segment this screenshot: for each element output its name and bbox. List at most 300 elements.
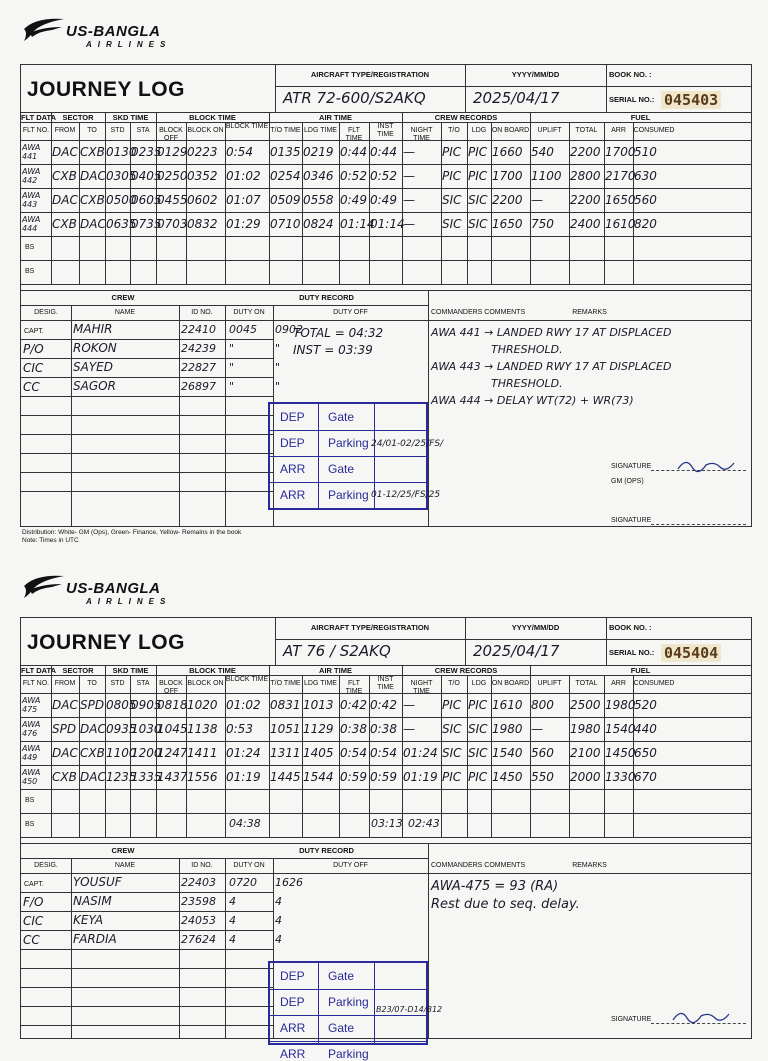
stamp-dep: DEP: [280, 436, 305, 450]
stamp-parking: Parking: [328, 995, 369, 1009]
stamp-divider: [270, 430, 426, 431]
flight-from-cell: CXB: [52, 169, 77, 183]
crew-duty-on: 4: [229, 895, 236, 908]
signature-label-2: SIGNATURE: [611, 517, 652, 524]
company-subtitle: AIRLINES: [86, 40, 172, 49]
column-header: STD: [110, 680, 125, 687]
flight-to-cell: DAC: [80, 770, 106, 784]
flight-total-cell: 2200: [570, 193, 601, 207]
crew-id: 24239: [181, 342, 216, 355]
stamp-gate: Gate: [328, 969, 355, 983]
column-header: INST TIME: [377, 123, 394, 138]
flight-onboard-cell: 2200: [492, 193, 523, 207]
flight-total-cell: 2400: [570, 217, 601, 231]
flight-total-cell: 2500: [570, 698, 601, 712]
flight-inst-cell: 0:52: [370, 169, 397, 183]
flight-total-cell: 2000: [570, 770, 601, 784]
bs-label: BS: [25, 797, 35, 804]
flight-no-cell: AWA 441: [22, 143, 41, 161]
flight-no-cell: AWA 443: [22, 191, 41, 209]
flight-ldgcrew-cell: SIC: [468, 217, 488, 231]
column-header: FROM: [54, 127, 76, 134]
flight-night-cell: 01:24: [403, 746, 438, 760]
column-header: LDG: [471, 680, 487, 687]
crew-name: MAHIR: [73, 322, 113, 336]
journey-log-title: JOURNEY LOG: [27, 631, 185, 654]
distribution-note: Distribution: White- GM (Ops), Green- Finance, Yellow- Remains in the book: [22, 529, 242, 536]
grid-line: [21, 843, 751, 844]
stamp-arr: ARR: [280, 488, 306, 502]
group-header-crew-records: CREW RECORDS: [434, 113, 498, 122]
grid-line: [21, 987, 273, 988]
flight-no-cell: AWA 476: [22, 720, 41, 738]
utc-note: Note: Times in UTC: [22, 537, 79, 544]
crew-column-header: DUTY ON: [233, 862, 265, 869]
flight-btime-cell: 01:02: [226, 698, 261, 712]
flight-cons-cell: 520: [634, 698, 657, 712]
flight-night-cell: —: [403, 217, 415, 231]
total-night-time: 02:43: [408, 817, 440, 830]
flight-to-t-cell: 0135: [270, 145, 301, 159]
flight-to-cell: DAC: [80, 169, 106, 183]
grid-line: [21, 290, 751, 291]
grid-line: [530, 112, 531, 122]
flight-bon-cell: 1020: [187, 698, 218, 712]
flight-sta-cell: 1335: [131, 770, 162, 784]
group-header-air: AIR TIME: [319, 666, 352, 675]
flight-total-cell: 2100: [570, 746, 601, 760]
journey-log-form-2: [20, 617, 752, 1061]
flight-flt-cell: 0:59: [340, 770, 367, 784]
flight-uplift-cell: —: [531, 722, 543, 736]
grid-line: [21, 1025, 273, 1026]
crew-duty-off: ": [275, 380, 281, 393]
dep-arr-stamp: [268, 961, 428, 1061]
flight-inst-cell: 01:14: [370, 217, 405, 231]
bs-label: BS: [25, 821, 35, 828]
flight-tocrew-cell: PIC: [442, 770, 462, 784]
crew-column-header: NAME: [114, 309, 136, 316]
flight-cons-cell: 510: [634, 145, 657, 159]
grid-line: [21, 873, 751, 874]
flight-bon-cell: 1411: [187, 746, 218, 760]
grid-line: [21, 472, 273, 473]
commander-comment: THRESHOLD.: [491, 377, 563, 390]
flight-sta-cell: 1200: [131, 746, 162, 760]
column-header: STA: [136, 680, 150, 687]
stamp-dep: DEP: [280, 969, 305, 983]
flight-uplift-cell: 540: [531, 145, 554, 159]
crew-duty-off: ": [275, 342, 281, 355]
flight-flt-cell: 01:14: [340, 217, 375, 231]
grid-line: [21, 415, 273, 416]
crew-header: CREW: [111, 846, 135, 855]
crew-id: 22403: [181, 876, 216, 889]
flight-to-cell: SPD: [80, 698, 105, 712]
grid-line: [402, 665, 403, 675]
flight-flt-cell: 0:49: [340, 193, 367, 207]
column-header: TOTAL: [575, 680, 598, 687]
group-header-flt-data: FLT DATA: [21, 113, 56, 122]
crew-duty-on: 0720: [229, 876, 257, 889]
group-header-sector: SECTOR: [62, 666, 94, 675]
flight-night-cell: —: [403, 169, 415, 183]
stamp-dep: DEP: [280, 995, 305, 1009]
crew-id: 22410: [181, 323, 216, 336]
book-no-label: BOOK NO. :: [609, 70, 652, 79]
column-header: TOTAL: [575, 127, 598, 134]
stamp-parking: Parking: [328, 488, 369, 502]
plane-swoosh-icon: [22, 15, 66, 43]
flight-no-cell: AWA 475: [22, 696, 41, 714]
commander-comment: THRESHOLD.: [491, 343, 563, 356]
stamp-divider: [270, 1015, 426, 1016]
column-header: FLT TIME: [345, 680, 363, 695]
flight-uplift-cell: 800: [531, 698, 554, 712]
group-header-fuel: FUEL: [630, 113, 651, 122]
grid-line: [21, 453, 273, 454]
flight-ldg-t-cell: 1405: [303, 746, 334, 760]
journey-log-title: JOURNEY LOG: [27, 78, 185, 101]
flight-to-cell: DAC: [80, 217, 106, 231]
grid-line: [606, 65, 607, 112]
flight-to-t-cell: 0831: [270, 698, 301, 712]
grid-line: [51, 112, 52, 122]
flight-ldg-t-cell: 0346: [303, 169, 334, 183]
flight-uplift-cell: —: [531, 193, 543, 207]
flight-tocrew-cell: PIC: [442, 698, 462, 712]
commander-comment: Rest due to seq. delay.: [431, 897, 580, 912]
grid-line: [402, 112, 403, 122]
total-inst-time: 03:13: [371, 817, 403, 830]
grid-line: [606, 618, 607, 665]
flight-ldgcrew-cell: PIC: [468, 698, 488, 712]
flight-ldg-t-cell: 1013: [303, 698, 334, 712]
grid-line: [269, 665, 270, 675]
column-header: BLOCK OFF: [159, 680, 183, 695]
crew-duty-off: 4: [275, 914, 282, 927]
stamp-handwritten-value: 01-12/25/FS/25: [371, 490, 441, 500]
stamp-divider: [270, 456, 426, 457]
flight-inst-cell: 0:59: [370, 770, 397, 784]
group-header-block: BLOCK TIME: [189, 113, 236, 122]
crew-name: NASIM: [73, 894, 112, 908]
crew-row: [21, 379, 281, 398]
flight-cons-cell: 650: [634, 746, 657, 760]
commander-comment: AWA 443 → LANDED RWY 17 AT DISPLACED: [431, 360, 672, 373]
column-header: FROM: [54, 680, 76, 687]
grid-line: [21, 789, 751, 790]
crew-duty-off: ": [275, 361, 281, 374]
crew-duty-off: 4: [275, 895, 282, 908]
flight-ldgcrew-cell: SIC: [468, 193, 488, 207]
crew-name: YOUSUF: [73, 875, 122, 889]
column-header: FLT NO.: [22, 680, 50, 687]
flight-inst-cell: 0:49: [370, 193, 397, 207]
flight-total-cell: 2800: [570, 169, 601, 183]
crew-desig: F/O: [23, 895, 44, 909]
flight-onboard-cell: 1540: [492, 746, 523, 760]
flight-btime-cell: 01:24: [226, 746, 261, 760]
aircraft-registration-value: ATR 72-600/S2AKQ: [283, 89, 426, 107]
crew-column-header: DESIG.: [34, 862, 58, 869]
aircraft-registration-value: AT 76 / S2AKQ: [283, 642, 391, 660]
company-logo: [22, 15, 182, 55]
column-header: UPLIFT: [537, 127, 562, 134]
flight-boff-cell: 1437: [157, 770, 188, 784]
crew-duty-on: 4: [229, 914, 236, 927]
crew-desig: CIC: [23, 914, 44, 928]
group-header-air: AIR TIME: [319, 113, 352, 122]
column-header: BLOCK ON: [187, 680, 224, 687]
flight-std-cell: 1100: [106, 746, 137, 760]
flight-sta-cell: 0235: [131, 145, 162, 159]
grid-line: [21, 1006, 273, 1007]
column-header: LDG TIME: [304, 680, 337, 687]
crew-row: [21, 894, 282, 913]
gm-ops-label: GM (OPS): [611, 478, 644, 485]
flight-std-cell: 0305: [106, 169, 137, 183]
crew-desig: CIC: [23, 361, 44, 375]
stamp-divider: [270, 1041, 426, 1042]
duty-remark: INST = 03:39: [293, 343, 373, 357]
date-value: 2025/04/17: [473, 89, 560, 107]
column-header: FLT TIME: [345, 127, 363, 142]
flight-flt-cell: 0:54: [340, 746, 367, 760]
flight-bon-cell: 0602: [187, 193, 218, 207]
flight-uplift-cell: 1100: [531, 169, 562, 183]
flight-from-cell: CXB: [52, 770, 77, 784]
flight-to-t-cell: 1445: [270, 770, 301, 784]
grid-line: [21, 236, 751, 237]
flight-tocrew-cell: PIC: [442, 169, 462, 183]
column-header: UPLIFT: [537, 680, 562, 687]
column-header: BLOCK OFF: [159, 127, 183, 142]
column-header: TO: [87, 127, 97, 134]
total-block-time: 04:38: [229, 817, 261, 830]
signature-scribble: [671, 1006, 731, 1026]
flight-boff-cell: 1045: [157, 722, 188, 736]
grid-line: [269, 112, 270, 122]
crew-name: KEYA: [73, 913, 104, 927]
flight-inst-cell: 0:54: [370, 746, 397, 760]
book-no-label: BOOK NO. :: [609, 623, 652, 632]
flight-tocrew-cell: SIC: [442, 217, 462, 231]
flight-uplift-cell: 560: [531, 746, 554, 760]
stamp-col-divider: [318, 404, 319, 508]
flight-arr-cell: 2170: [605, 169, 636, 183]
crew-duty-on: ": [229, 380, 235, 393]
stamp-arr: ARR: [280, 1047, 306, 1061]
group-header-crew-records: CREW RECORDS: [434, 666, 498, 675]
journey-log-sheet-2: [0, 560, 768, 1061]
crew-name: SAYED: [73, 360, 113, 374]
flight-from-cell: SPD: [52, 722, 77, 736]
flight-std-cell: 0635: [106, 217, 137, 231]
flight-ldg-t-cell: 0558: [303, 193, 334, 207]
flight-night-cell: —: [403, 193, 415, 207]
flight-to-t-cell: 0710: [270, 217, 301, 231]
grid-line: [530, 665, 531, 675]
flight-no-cell: AWA 442: [22, 167, 41, 185]
flight-to-cell: DAC: [80, 722, 106, 736]
flight-onboard-cell: 1650: [492, 217, 523, 231]
column-header: NIGHT TIME: [410, 680, 433, 695]
grid-line: [51, 665, 52, 675]
flight-ldgcrew-cell: SIC: [468, 722, 488, 736]
grid-line: [21, 491, 273, 492]
group-header-fuel: FUEL: [630, 666, 651, 675]
crew-id: 24053: [181, 914, 216, 927]
grid-line: [21, 837, 751, 838]
flight-from-cell: DAC: [52, 698, 78, 712]
grid-line: [105, 665, 106, 675]
flight-boff-cell: 0818: [157, 698, 188, 712]
commander-comment: AWA-475 = 93 (RA): [431, 879, 559, 894]
flight-to-t-cell: 0509: [270, 193, 301, 207]
crew-duty-off: 0902: [275, 323, 303, 336]
crew-column-header: NAME: [114, 862, 136, 869]
grid-line: [105, 112, 106, 122]
crew-column-header: REMARKS: [572, 309, 607, 316]
flight-row: [21, 188, 751, 212]
flight-flt-cell: 0:38: [340, 722, 367, 736]
flight-btime-cell: 01:19: [226, 770, 261, 784]
flight-onboard-cell: 1450: [492, 770, 523, 784]
flight-bon-cell: 1556: [187, 770, 218, 784]
crew-desig: CC: [23, 380, 40, 394]
flight-night-cell: —: [403, 698, 415, 712]
flight-night-cell: —: [403, 722, 415, 736]
grid-line: [21, 968, 273, 969]
flight-to-cell: CXB: [80, 746, 105, 760]
crew-id: 22827: [181, 361, 216, 374]
flight-flt-cell: 0:42: [340, 698, 367, 712]
aircraft-type-label: AIRCRAFT TYPE/REGISTRATION: [310, 70, 430, 79]
duty-record-header: DUTY RECORD: [299, 846, 354, 855]
flight-to-t-cell: 1051: [270, 722, 301, 736]
captain-label: CAPT.: [24, 881, 44, 888]
column-header: LDG: [471, 127, 487, 134]
company-subtitle-2: AIRLINES: [86, 597, 172, 606]
flight-cons-cell: 630: [634, 169, 657, 183]
flight-sta-cell: 1030: [131, 722, 162, 736]
stamp-col-divider: [374, 963, 375, 1043]
flight-bon-cell: 1138: [187, 722, 218, 736]
group-header-sector: SECTOR: [62, 113, 94, 122]
stamp-gate: Gate: [328, 410, 355, 424]
stamp-divider: [270, 989, 426, 990]
signature-label-2: SIGNATURE: [611, 1016, 652, 1023]
grid-line: [21, 434, 273, 435]
commander-comment: AWA 441 → LANDED RWY 17 AT DISPLACED: [431, 326, 672, 339]
flight-sta-cell: 0735: [131, 217, 162, 231]
grid-line: [21, 284, 751, 285]
commander-comment: AWA 444 → DELAY WT(72) + WR(73): [431, 394, 634, 407]
column-header: STA: [136, 127, 150, 134]
flight-ldgcrew-cell: SIC: [468, 746, 488, 760]
crew-id: 23598: [181, 895, 216, 908]
flight-std-cell: 0500: [106, 193, 137, 207]
plane-swoosh-icon: [22, 572, 66, 600]
captain-label: CAPT.: [24, 328, 44, 335]
flight-std-cell: 1235: [106, 770, 137, 784]
flight-uplift-cell: 550: [531, 770, 554, 784]
flight-ldgcrew-cell: PIC: [468, 145, 488, 159]
grid-line: [21, 260, 751, 261]
stamp-arr: ARR: [280, 462, 306, 476]
crew-row: [21, 341, 281, 360]
flight-sta-cell: 0605: [131, 193, 162, 207]
flight-onboard-cell: 1660: [492, 145, 523, 159]
flight-cons-cell: 560: [634, 193, 657, 207]
flight-ldg-t-cell: 1544: [303, 770, 334, 784]
stamp-handwritten-value: 24/01-02/25/FS/: [371, 439, 444, 449]
stamp-col-divider: [318, 963, 319, 1043]
crew-row: [21, 322, 303, 341]
group-header-flt-data: FLT DATA: [21, 666, 56, 675]
flight-bon-cell: 0352: [187, 169, 218, 183]
flight-onboard-cell: 1980: [492, 722, 523, 736]
flight-boff-cell: 0455: [157, 193, 188, 207]
grid-line: [275, 639, 751, 640]
flight-boff-cell: 0250: [157, 169, 188, 183]
crew-desig: CC: [23, 933, 40, 947]
date-label: YYYY/MM/DD: [511, 623, 560, 632]
flight-ldg-t-cell: 0824: [303, 217, 334, 231]
column-header: BLOCK TIME: [225, 676, 269, 683]
grid-line: [21, 320, 751, 321]
flight-tocrew-cell: SIC: [442, 746, 462, 760]
flight-ldg-t-cell: 0219: [303, 145, 334, 159]
grid-line: [156, 112, 157, 122]
crew-column-header: DUTY ON: [233, 309, 265, 316]
date-value: 2025/04/17: [473, 642, 560, 660]
flight-row: [21, 212, 751, 236]
crew-duty-off: 4: [275, 933, 282, 946]
bs-label: BS: [25, 268, 35, 275]
stamp-gate: Gate: [328, 1021, 355, 1035]
column-header: T/O: [448, 680, 460, 687]
column-header: FLT NO.: [22, 127, 50, 134]
flight-btime-cell: 0:54: [226, 145, 253, 159]
column-header: BLOCK ON: [187, 127, 224, 134]
column-header: TO: [87, 680, 97, 687]
company-logo-2: [22, 572, 182, 612]
flight-boff-cell: 1247: [157, 746, 188, 760]
column-header: LDG TIME: [304, 127, 337, 134]
grid-line: [156, 665, 157, 675]
serial-number: 045403: [661, 91, 721, 109]
flight-to-t-cell: 0254: [270, 169, 301, 183]
flight-night-cell: —: [403, 145, 415, 159]
crew-header: CREW: [111, 293, 135, 302]
flight-sta-cell: 0905: [131, 698, 162, 712]
stamp-parking: Parking: [328, 436, 369, 450]
flight-ldgcrew-cell: PIC: [468, 169, 488, 183]
crew-desig: P/O: [23, 342, 44, 356]
flight-arr-cell: 1980: [605, 698, 636, 712]
column-header: CONSUMED: [633, 127, 675, 134]
flight-std-cell: 0805: [106, 698, 137, 712]
flight-no-cell: AWA 450: [22, 768, 41, 786]
column-header: ARR: [611, 680, 626, 687]
flight-arr-cell: 1330: [605, 770, 636, 784]
crew-column-header: ID NO.: [191, 862, 213, 869]
date-label: YYYY/MM/DD: [511, 70, 560, 79]
crew-column-header: DESIG.: [34, 309, 58, 316]
column-header: NIGHT TIME: [410, 127, 433, 142]
